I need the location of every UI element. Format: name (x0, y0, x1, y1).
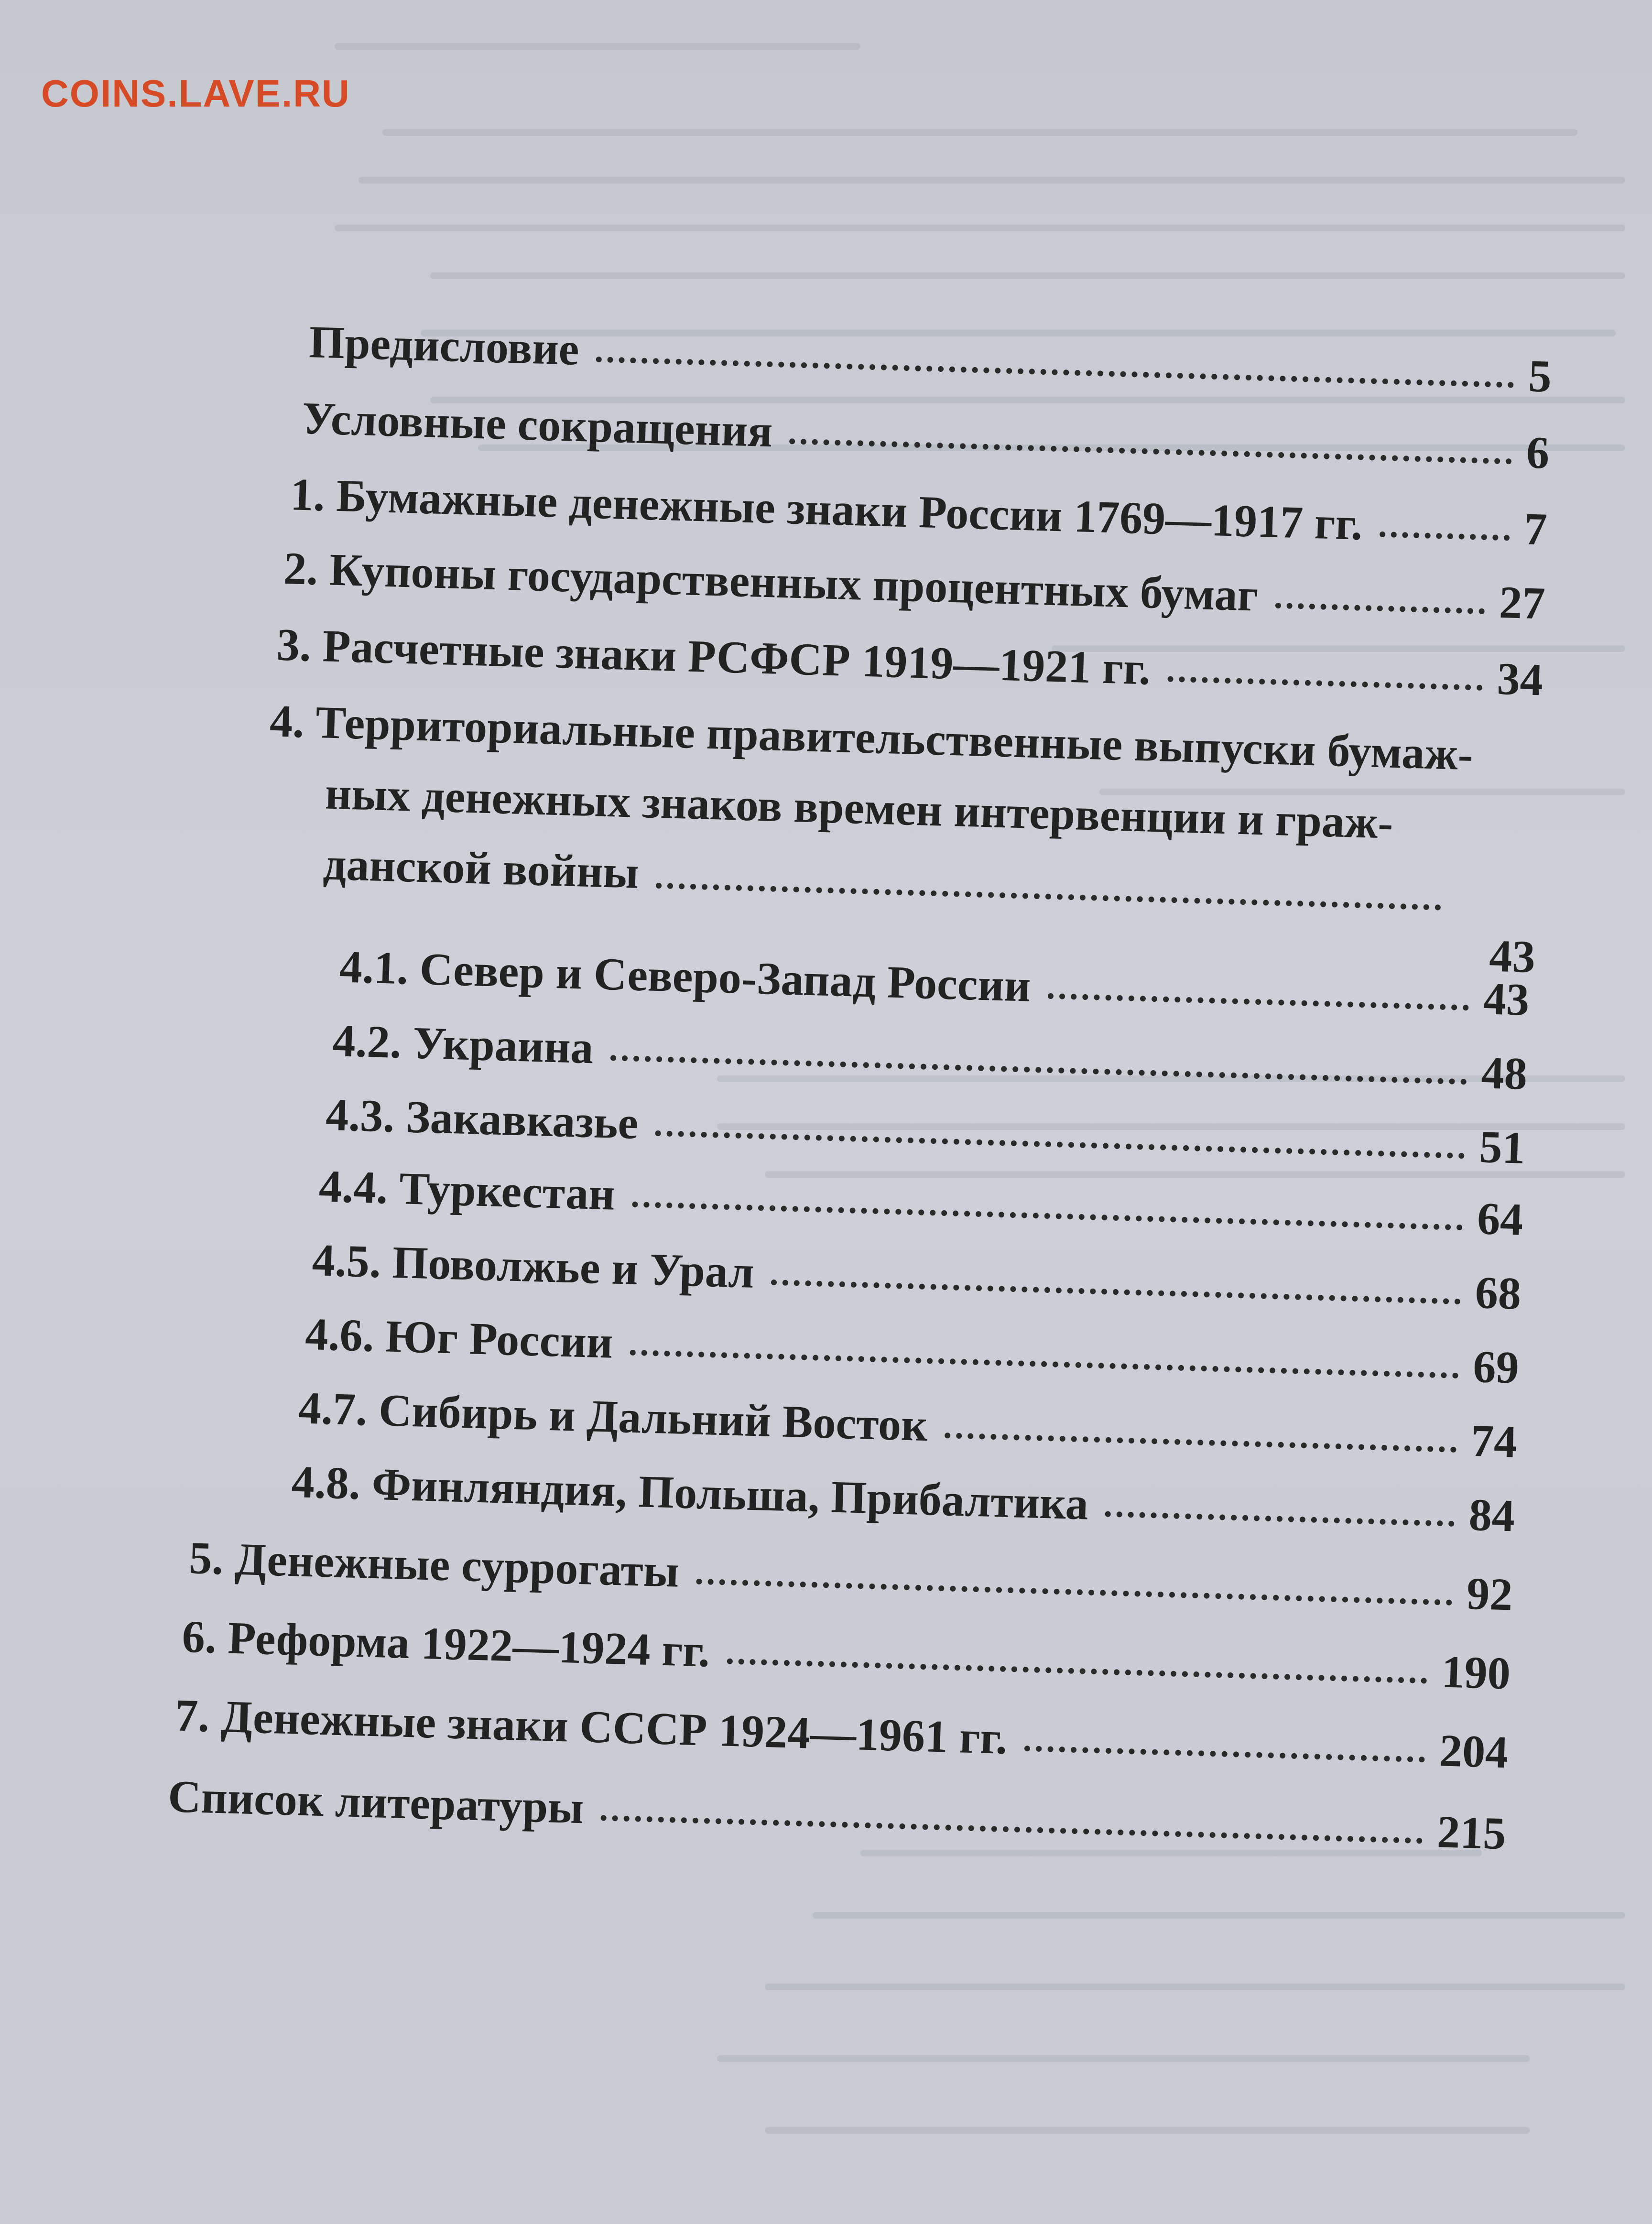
toc-entry-chapter-4-4[interactable] (318, 1160, 1524, 1245)
toc-entry-page: 204 (1438, 1725, 1509, 1778)
toc-entry-title: 4.3. Закавказье (325, 1088, 639, 1149)
toc-entry-page: 51 (1478, 1121, 1526, 1173)
toc-entry-page: 7 (1523, 503, 1548, 555)
toc-entry-bibliography[interactable] (167, 1770, 1507, 1859)
toc-entry-preface[interactable] (308, 316, 1553, 402)
dot-leader (1275, 603, 1485, 614)
dot-leader (771, 1280, 1461, 1304)
toc-entry-title: 4.6. Юг России (304, 1308, 614, 1368)
dot-leader (1047, 993, 1468, 1011)
site-watermark: COINS.LAVE.RU (41, 72, 350, 115)
toc-entry-chapter-4-1[interactable] (338, 941, 1530, 1025)
toc-entry-page: 92 (1466, 1567, 1513, 1620)
toc-entry-title-line-2: ных денежных знаков времен интервенции и граж- (324, 767, 1394, 848)
toc-entry-title: 4.4. Туркестан (318, 1160, 616, 1220)
toc-entry-chapter-4-8[interactable] (291, 1456, 1516, 1541)
dot-leader (1167, 676, 1483, 691)
dot-leader (655, 1130, 1465, 1159)
toc-entry-page: 74 (1470, 1414, 1518, 1467)
toc-entry-chapter-2[interactable] (283, 542, 1546, 629)
toc-entry-title: 4.8. Финляндия, Польша, Прибалтика (291, 1456, 1089, 1530)
toc-entry-title: 3. Расчетные знаки РСФСР 1919—1921 гг. (276, 618, 1152, 694)
toc-entry-chapter-4-7[interactable] (297, 1382, 1518, 1467)
dot-leader (600, 1815, 1423, 1844)
toc-entry-title: 4.5. Поволжье и Урал (311, 1234, 755, 1298)
toc-entry-chapter-4-3[interactable] (325, 1088, 1526, 1173)
toc-entry-title: 6. Реформа 1922—1924 гг. (181, 1610, 711, 1677)
toc-entry-page: 43 (1482, 973, 1530, 1025)
dot-leader (696, 1579, 1452, 1606)
dot-leader (596, 357, 1514, 388)
toc-entry-title: 5. Денежные суррогаты (188, 1532, 680, 1597)
toc-entry-page: 68 (1474, 1267, 1522, 1319)
toc-entry-page: 69 (1472, 1340, 1520, 1393)
dot-leader (632, 1202, 1463, 1231)
toc-entry-chapter-5[interactable] (188, 1532, 1513, 1620)
toc-entry-title: Условные сокращения (301, 392, 773, 457)
toc-entry-page: 34 (1496, 652, 1544, 705)
toc-entry-page: 215 (1436, 1806, 1507, 1859)
toc-entry-title: 4.2. Украина (332, 1015, 594, 1074)
toc-entry-page: 84 (1468, 1488, 1516, 1541)
toc-entry-abbreviations[interactable] (301, 392, 1550, 478)
toc-entry-chapter-4-2[interactable] (332, 1015, 1528, 1099)
toc-entry-title-line-3: данской войны (322, 838, 640, 898)
toc-entry-chapter-1[interactable] (290, 468, 1548, 555)
toc-entry-title-line-1: 4. Территориальные правительственные выпуски бумаж- (269, 695, 1474, 780)
toc-entry-title: 4.1. Север и Северо-Запад России (338, 941, 1032, 1011)
toc-entry-chapter-4-6[interactable] (304, 1308, 1520, 1393)
dot-leader (610, 1055, 1467, 1085)
toc-entry-title: 7. Денежные знаки СССР 1924—1961 гг. (174, 1689, 1008, 1764)
toc-entry-page: 27 (1498, 576, 1546, 629)
dot-leader (1380, 532, 1510, 541)
dot-leader (630, 1350, 1458, 1378)
dot-leader (1024, 1746, 1425, 1762)
toc-entry-title: Предисловие (308, 316, 580, 375)
toc-entry-page: 43 (1489, 930, 1536, 983)
toc-entry-chapter-3[interactable] (276, 618, 1544, 705)
dot-leader (945, 1432, 1456, 1453)
toc-entry-page: 190 (1441, 1646, 1511, 1699)
toc-entry-page: 48 (1480, 1047, 1528, 1099)
toc-entry-title: 4.7. Сибирь и Дальний Восток (297, 1382, 929, 1451)
toc-entry-title: 2. Купоны государственных процентных бумаг (283, 542, 1259, 621)
dot-leader (727, 1659, 1427, 1684)
toc-entry-chapter-4-5[interactable] (311, 1234, 1522, 1319)
toc-entry-page: 5 (1528, 350, 1553, 402)
toc-entry-chapter-6[interactable] (181, 1610, 1511, 1699)
toc-entry-chapter-7[interactable] (174, 1689, 1509, 1778)
toc-entry-page: 64 (1476, 1193, 1524, 1245)
dot-leader (656, 883, 1441, 911)
dot-leader (1105, 1511, 1455, 1527)
toc-entry-title: 1. Бумажные денежные знаки России 1769—1917 гг. (290, 468, 1363, 550)
toc-entry-title: Список литературы (167, 1770, 585, 1833)
dot-leader (789, 438, 1511, 464)
toc-entry-page: 6 (1525, 426, 1550, 478)
